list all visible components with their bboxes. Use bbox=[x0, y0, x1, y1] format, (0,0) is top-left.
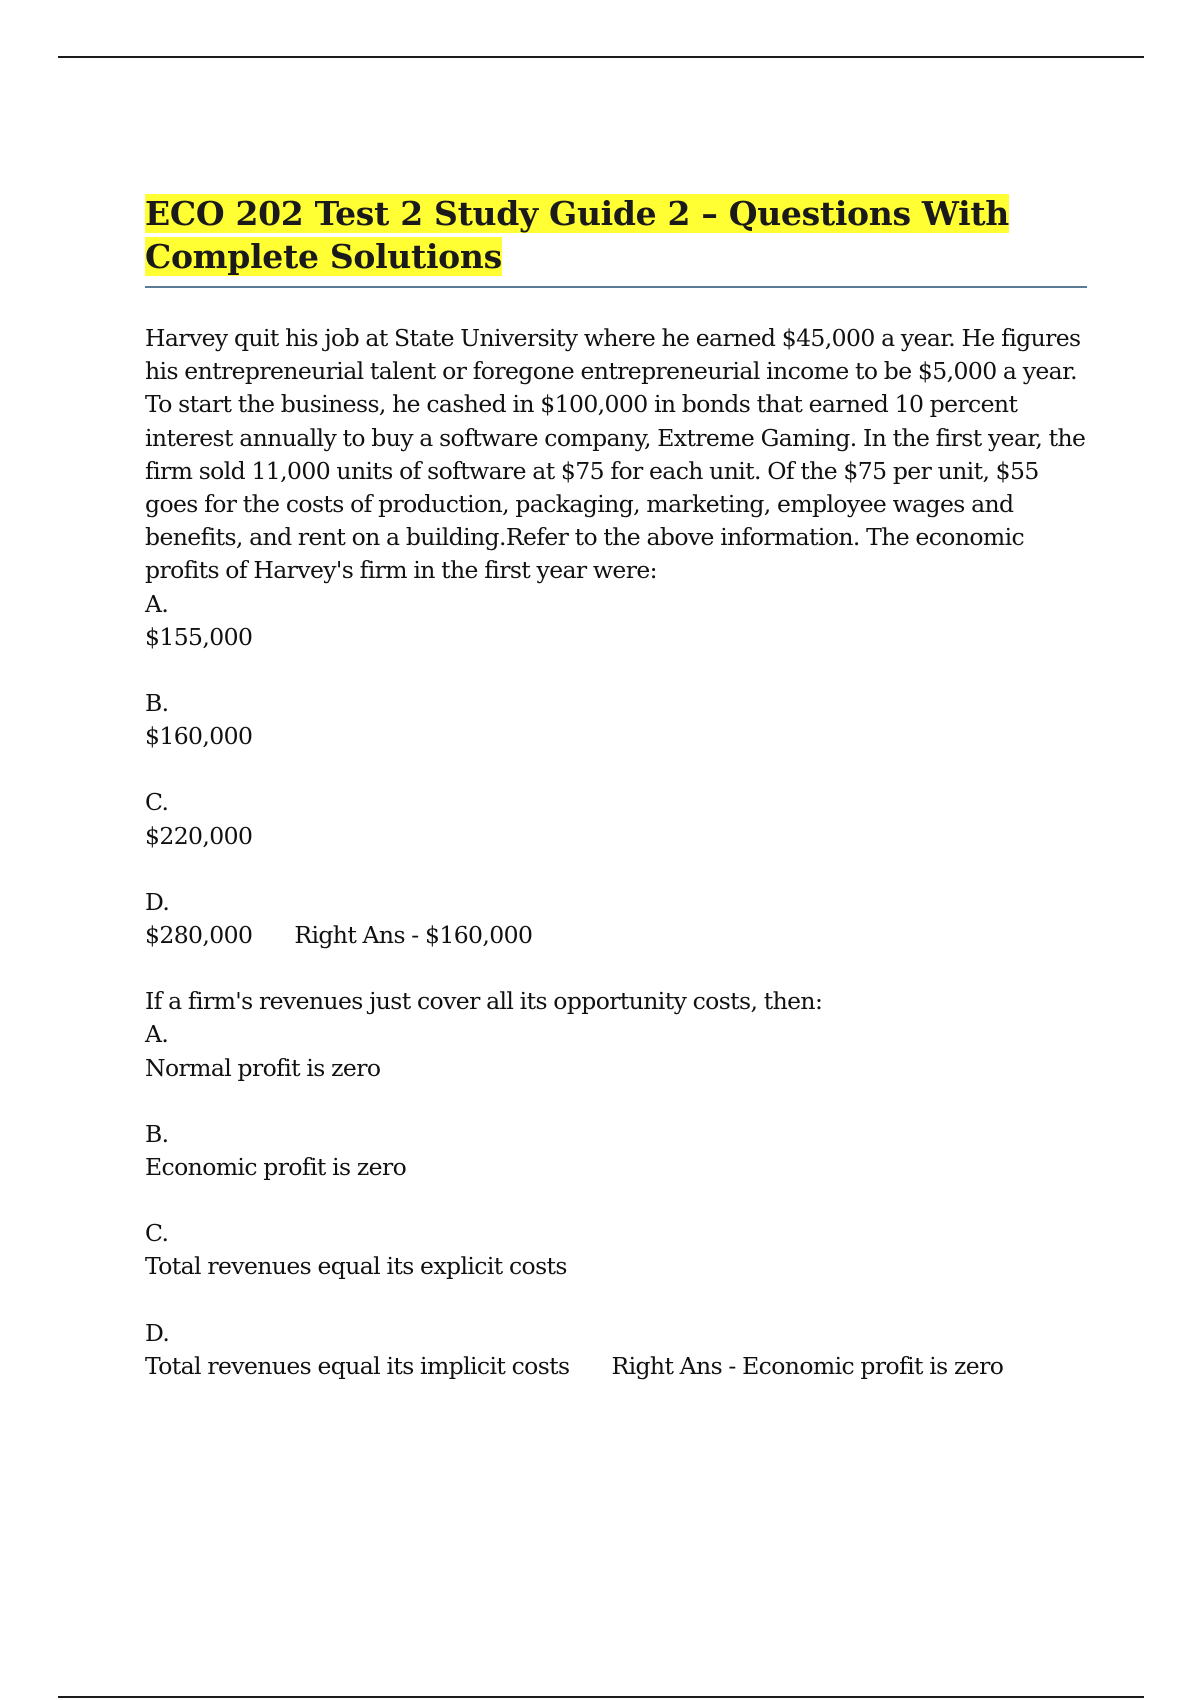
option-text: Economic profit is zero bbox=[145, 1153, 407, 1182]
question-stem: If a firm's revenues just cover all its opportunity costs, then: bbox=[145, 987, 823, 1016]
option-text: $160,000 bbox=[145, 722, 253, 751]
option-letter: B. bbox=[145, 1119, 169, 1148]
option-text: Total revenues equal its implicit costs bbox=[145, 1351, 570, 1380]
option-c bbox=[145, 1217, 1095, 1283]
option-c bbox=[145, 786, 1095, 852]
title-underline bbox=[145, 286, 1087, 288]
question-2 bbox=[145, 985, 1095, 1383]
option-answer-line bbox=[145, 919, 1095, 952]
option-letter: A. bbox=[145, 589, 169, 618]
option-letter: C. bbox=[145, 788, 169, 817]
option-d bbox=[145, 886, 1095, 952]
option-letter: C. bbox=[145, 1219, 169, 1248]
option-letter: D. bbox=[145, 887, 170, 916]
option-letter: A. bbox=[145, 1020, 169, 1049]
option-answer-line bbox=[145, 1350, 1095, 1383]
right-answer: Right Ans - $160,000 bbox=[294, 921, 533, 950]
title-highlight: ECO 202 Test 2 Study Guide 2 – Questions With Complete Solutions bbox=[145, 194, 1009, 276]
document-title bbox=[145, 192, 1085, 278]
page-bottom-rule bbox=[58, 1696, 1144, 1698]
question-stem: Harvey quit his job at State University where he earned $45,000 a year. He figures his entrepreneurial talent or foregone entrepreneurial income to be $5,000 a year. To start the business, he cashed in $100,000 in bonds that earned 10 percent interest annually to buy a software company, Extreme Gaming. In the first year, the firm sold 11,000 units of software at $75 for each unit. Of the $75 per unit, $55 goes for the costs of production, packaging, marketing, employee wages and benefits, and rent on a building.Refer to the above information. The economic profits of Harvey's firm in the first year were: bbox=[145, 324, 1086, 585]
option-a bbox=[145, 588, 1095, 654]
right-answer: Right Ans - Economic profit is zero bbox=[611, 1351, 1004, 1380]
option-text: Total revenues equal its explicit costs bbox=[145, 1252, 567, 1281]
option-d bbox=[145, 1317, 1095, 1383]
option-b bbox=[145, 687, 1095, 753]
option-text: $280,000 bbox=[145, 921, 253, 950]
page-top-rule bbox=[58, 56, 1144, 58]
option-text: $155,000 bbox=[145, 622, 253, 651]
document-body bbox=[145, 322, 1095, 1416]
option-text: Normal profit is zero bbox=[145, 1053, 381, 1082]
option-text: $220,000 bbox=[145, 821, 253, 850]
document-title-block bbox=[145, 192, 1085, 278]
option-b bbox=[145, 1118, 1095, 1184]
question-1 bbox=[145, 322, 1095, 952]
option-letter: D. bbox=[145, 1318, 170, 1347]
option-letter: B. bbox=[145, 689, 169, 718]
option-a bbox=[145, 1018, 1095, 1084]
